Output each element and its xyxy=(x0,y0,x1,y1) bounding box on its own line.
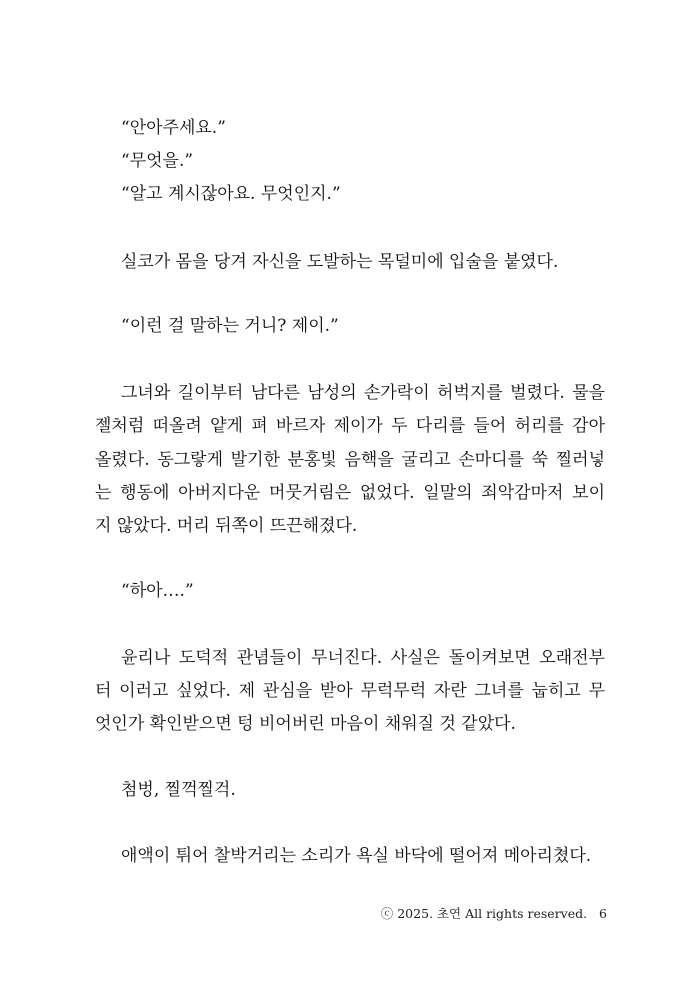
copyright-notice: ⓒ 2025. 초연 All rights reserved. xyxy=(380,906,588,921)
text-line: 젤처럼 떠올려 얕게 펴 바르자 제이가 두 다리를 들어 허리를 감아 xyxy=(95,416,605,436)
text-line: 는 행동에 아버지다운 머뭇거림은 없었다. 일말의 죄악감마저 보이 xyxy=(95,483,605,503)
sound-effect-line: 첨벙, 찔꺽찔걱. xyxy=(121,780,236,800)
narration-paragraph: 실코가 몸을 당겨 자신을 도발하는 목덜미에 입술을 붙였다. xyxy=(121,252,559,272)
page-number: 6 xyxy=(599,906,607,921)
text-line: 올렸다. 동그랗게 발기한 분홍빛 음핵을 굴리고 손마디를 쑥 찔러넣 xyxy=(95,450,605,470)
text-line: 엇인가 확인받으면 텅 비어버린 마음이 채워질 것 같았다. xyxy=(95,714,516,734)
dialogue-line: “무엇을.” xyxy=(121,151,194,171)
page-footer xyxy=(381,906,607,922)
text-line: 지 않았다. 머리 뒤쪽이 뜨끈해졌다. xyxy=(95,516,358,536)
narration-paragraph: 애액이 튀어 찰박거리는 소리가 욕실 바닥에 떨어져 메아리쳤다. xyxy=(121,846,592,866)
text-line: 윤리나 도덕적 관념들이 무너진다. 사실은 돌이켜보면 오래전부 xyxy=(121,648,605,668)
text-line: 그녀와 길이부터 남다른 남성의 손가락이 허벅지를 벌렸다. 물을 xyxy=(121,383,605,403)
dialogue-line: “안아주세요.” xyxy=(121,118,226,138)
dialogue-line: “하아….” xyxy=(121,581,194,601)
dialogue-line: “알고 계시잖아요. 무엇인지.” xyxy=(121,184,341,204)
text-line: 터 이러고 싶었다. 제 관심을 받아 무럭무럭 자란 그녀를 눕히고 무 xyxy=(95,681,605,701)
dialogue-line: “이런 걸 말하는 거니? 제이.” xyxy=(121,316,339,336)
